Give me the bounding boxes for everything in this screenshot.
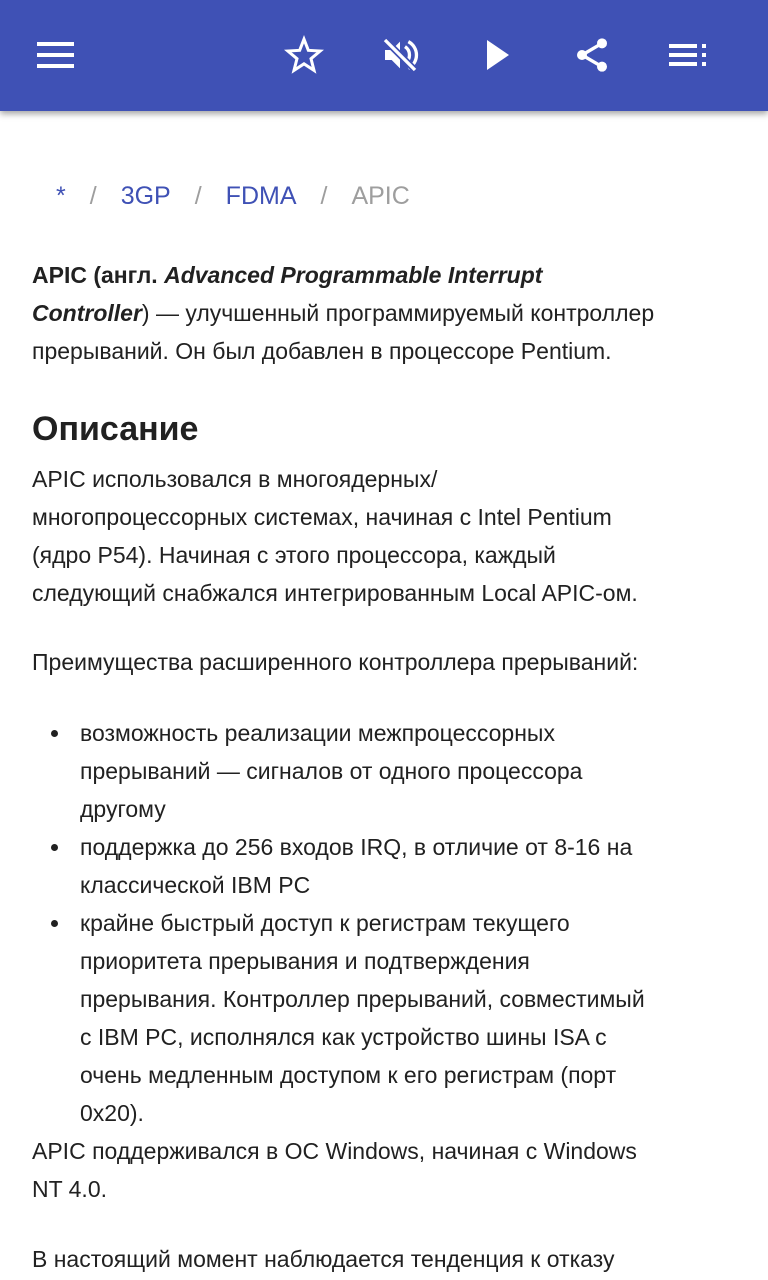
intro-line [32, 256, 542, 294]
breadcrumb-separator: / [194, 182, 202, 210]
text-line: очень медленным доступом к его регистрам (порт [80, 1062, 617, 1088]
intro-line [32, 294, 654, 332]
breadcrumb-current: APIC [351, 182, 410, 210]
text-line: поддержка до 256 входов IRQ, в отличие от 8-16 на [80, 834, 633, 860]
text-line: другому [80, 796, 166, 822]
text-line: возможность реализации межпроцессорных [80, 720, 555, 746]
bullet-icon [51, 844, 58, 851]
section-heading: Описание [32, 410, 199, 448]
app-bar [0, 0, 768, 111]
breadcrumb-separator: / [89, 182, 97, 210]
text-line: прерывания. Контроллер прерываний, совместимый [80, 986, 645, 1012]
text-line: APIC использовался в многоядерных/ [32, 466, 438, 492]
text-line: с IBM PC, исполнялся как устройство шины ISA с [80, 1024, 607, 1050]
volume-off-icon[interactable] [376, 31, 424, 79]
menu-icon[interactable] [32, 31, 80, 79]
breadcrumb [56, 182, 410, 211]
text-line: крайне быстрый доступ к регистрам текущего [80, 910, 570, 936]
intro-bold: APIC (англ. [32, 262, 165, 288]
intro-italic: Controller [32, 300, 142, 326]
text-line: В настоящий момент наблюдается тенденция к отказу [32, 1246, 615, 1272]
text-line: следующий снабжался интегрированным Local APIC-ом. [32, 580, 638, 606]
intro-text: ) — улучшенный программируемый контроллер [141, 300, 655, 326]
text-line: многопроцессорных системах, начиная с Intel Pentium [32, 504, 612, 530]
intro-line: прерываний. Он был добавлен в процессоре Pentium. [32, 338, 612, 364]
breadcrumb-3gp[interactable]: 3GP [120, 182, 171, 210]
breadcrumb-separator: / [320, 182, 328, 210]
breadcrumb-root[interactable]: * [56, 182, 66, 210]
text-line: 0x20). [80, 1100, 144, 1126]
intro-italic: Advanced Programmable Interrupt [164, 262, 543, 288]
text-line: NT 4.0. [32, 1176, 107, 1202]
text-line: классической IBM PC [80, 872, 311, 898]
text-line: приоритета прерывания и подтверждения [80, 948, 530, 974]
star-icon[interactable] [280, 31, 328, 79]
bullet-icon [51, 730, 58, 737]
text-line: Преимущества расширенного контроллера прерываний: [32, 649, 639, 675]
breadcrumb-fdma[interactable]: FDMA [225, 182, 297, 210]
text-line: прерываний — сигналов от одного процессора [80, 758, 583, 784]
text-line: (ядро P54). Начиная с этого процессора, каждый [32, 542, 556, 568]
play-icon[interactable] [474, 31, 522, 79]
bullet-icon [51, 920, 58, 927]
share-icon[interactable] [568, 31, 616, 79]
text-line: APIC поддерживался в ОС Windows, начиная с Windows [32, 1138, 637, 1164]
playlist-icon[interactable] [664, 31, 712, 79]
